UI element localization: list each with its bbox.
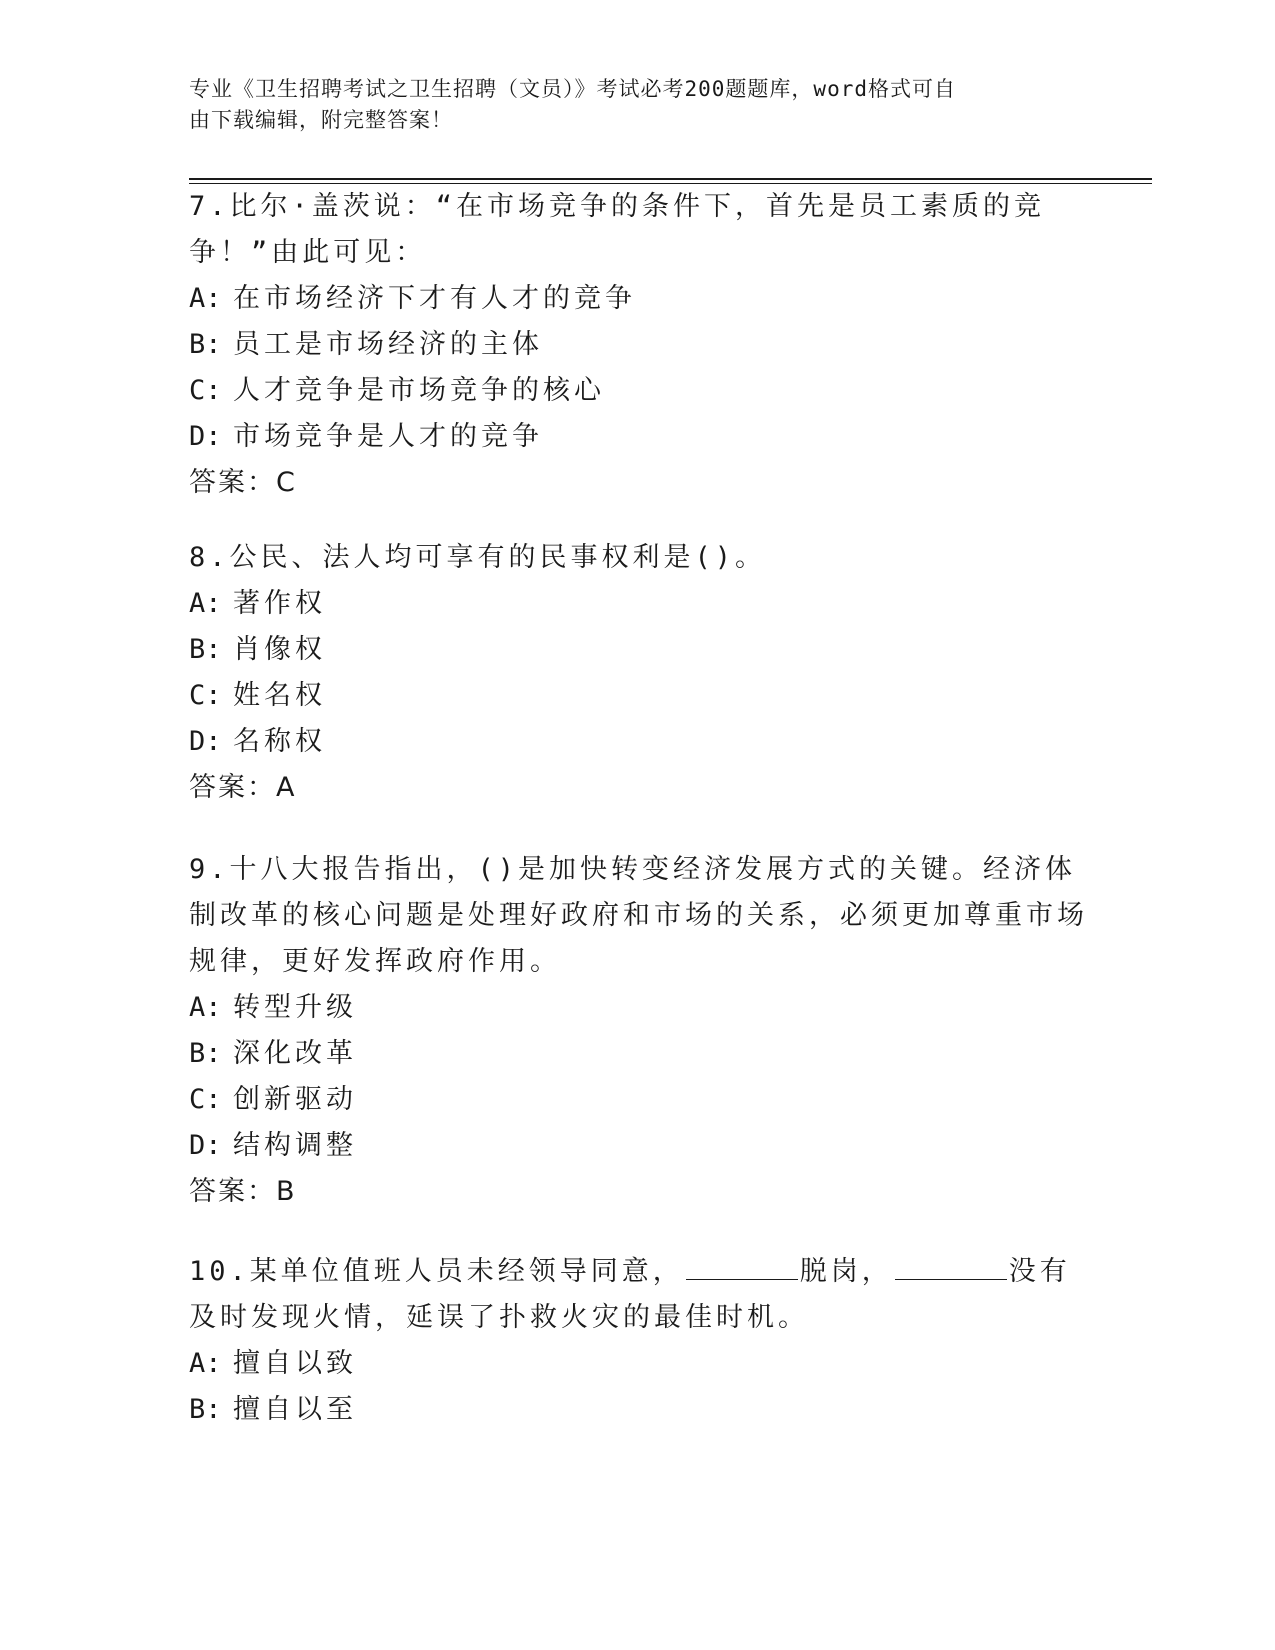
header-intro-line-1: 专业《卫生招聘考试之卫生招聘（文员）》考试必考200题题库，word格式可自	[189, 77, 956, 101]
option-c	[189, 1077, 1089, 1123]
option-a	[189, 276, 1089, 322]
option-letter: A:	[189, 588, 222, 619]
option-letter: D:	[189, 421, 222, 452]
option-b	[189, 1387, 1089, 1433]
option-b	[189, 627, 1089, 673]
fill-blank-2	[895, 1255, 1007, 1280]
document-header	[189, 74, 1069, 136]
question-text: 8.公民、法人均可享有的民事权利是()。	[189, 542, 767, 573]
option-text: 名称权	[233, 726, 326, 757]
option-d	[189, 414, 1089, 460]
option-a	[189, 1341, 1089, 1387]
option-text: 人才竞争是市场竞争的核心	[233, 375, 605, 406]
question-10	[189, 1249, 1089, 1433]
question-text-part-3: 没有及时发现火情，延误了扑救火灾的最佳时机。	[189, 1256, 1071, 1333]
option-text: 擅自以致	[233, 1348, 357, 1379]
option-text: 著作权	[233, 588, 326, 619]
option-text: 创新驱动	[233, 1084, 357, 1115]
option-text: 擅自以至	[233, 1394, 357, 1425]
option-c	[189, 368, 1089, 414]
question-text-part-2: 脱岗，	[799, 1256, 893, 1287]
option-text: 姓名权	[233, 680, 326, 711]
answer-line: 答案：C	[189, 467, 297, 498]
option-letter: C:	[189, 1084, 222, 1115]
fill-blank-1	[686, 1255, 798, 1280]
option-text: 深化改革	[233, 1038, 357, 1069]
option-letter: C:	[189, 375, 222, 406]
question-text-part-1: 10.某单位值班人员未经领导同意，	[189, 1256, 684, 1287]
header-intro-line-2: 由下载编辑，附完整答案！	[189, 108, 453, 132]
option-letter: D:	[189, 1130, 222, 1161]
option-letter: A:	[189, 1348, 222, 1379]
option-text: 结构调整	[233, 1130, 357, 1161]
option-letter: B:	[189, 634, 222, 665]
option-text: 在市场经济下才有人才的竞争	[233, 283, 636, 314]
option-letter: A:	[189, 283, 222, 314]
question-text: 7.比尔·盖茨说：“在市场竞争的条件下，首先是员工素质的竞争！”由此可见：	[189, 191, 1046, 268]
option-letter: B:	[189, 329, 222, 360]
option-c	[189, 673, 1089, 719]
question-text	[189, 1249, 1089, 1341]
option-text: 转型升级	[233, 992, 357, 1023]
question-text: 9.十八大报告指出，()是加快转变经济发展方式的关键。经济体制改革的核心问题是处理好政府和市场的关系，必须更加尊重市场规律，更好发挥政府作用。	[189, 854, 1088, 977]
question-9	[189, 847, 1089, 1215]
question-8	[189, 535, 1089, 811]
option-letter: B:	[189, 1394, 222, 1425]
answer-line: 答案：A	[189, 772, 297, 803]
option-d	[189, 1123, 1089, 1169]
option-letter: C:	[189, 680, 222, 711]
option-letter: D:	[189, 726, 222, 757]
option-text: 员工是市场经济的主体	[233, 329, 543, 360]
question-7	[189, 184, 1089, 506]
answer-line: 答案：B	[189, 1176, 297, 1207]
header-divider-thick	[189, 178, 1152, 180]
option-a	[189, 581, 1089, 627]
option-b	[189, 1031, 1089, 1077]
option-text: 肖像权	[233, 634, 326, 665]
option-b	[189, 322, 1089, 368]
option-d	[189, 719, 1089, 765]
option-letter: B:	[189, 1038, 222, 1069]
option-letter: A:	[189, 992, 222, 1023]
option-a	[189, 985, 1089, 1031]
option-text: 市场竞争是人才的竞争	[233, 421, 543, 452]
